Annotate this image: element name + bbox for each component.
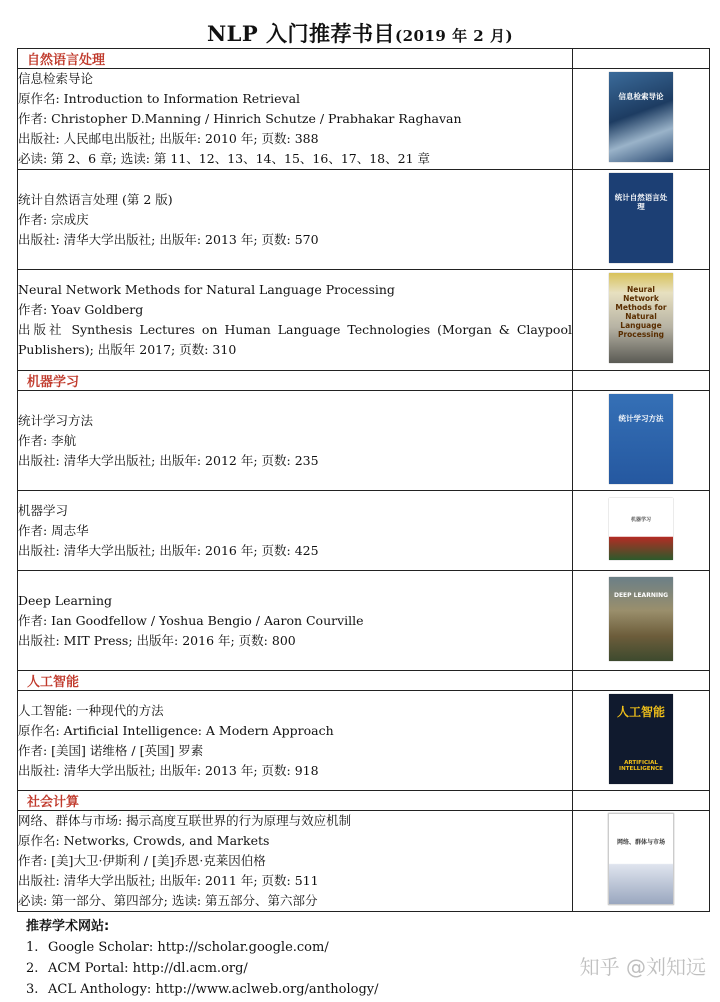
book-info [18, 170, 573, 270]
list-item [26, 937, 378, 958]
section-row-ai [18, 671, 710, 691]
book-info [18, 69, 573, 170]
book-publisher: 出版社: 清华大学出版社; 出版年: 2013 年; 页数: 918 [18, 762, 319, 778]
book-info [18, 491, 573, 571]
book-cover-image [609, 498, 673, 560]
book-row [18, 69, 710, 170]
cover-title: 统计自然语言处理 [614, 192, 668, 211]
book-row [18, 571, 710, 671]
list-number: 3. [26, 982, 39, 997]
book-publisher: 出版社: 清华大学出版社; 出版年: 2016 年; 页数: 425 [18, 542, 319, 558]
cover-title: 人工智能 [616, 704, 665, 719]
book-authors: 作者: 宗成庆 [18, 211, 89, 227]
book-authors: 作者: Ian Goodfellow / Yoshua Bengio / Aaron Courville [18, 612, 364, 628]
book-cover-image [609, 273, 673, 363]
cover-title: Neural Network Methods for Natural Language Processing [615, 285, 667, 339]
book-original-title: 原作名: Networks, Crowds, and Markets [18, 833, 270, 848]
book-authors: 作者: 李航 [18, 432, 77, 448]
book-title: 网络、群体与市场: 揭示高度互联世界的行为原理与效应机制 [18, 813, 352, 828]
list-item [26, 979, 378, 1000]
book-cover-image [609, 72, 673, 162]
watermark: 知乎 @刘知远 [579, 955, 706, 979]
cover-subtitle: ARTIFICIAL INTELLIGENCE [619, 759, 663, 772]
book-info [18, 571, 573, 671]
book-title: 统计学习方法 [18, 412, 94, 428]
sites-heading: 推荐学术网站: [26, 919, 110, 934]
cover-title: DEEP LEARNING [613, 591, 669, 599]
book-title: 信息检索导论 [18, 71, 94, 86]
book-authors: 作者: 周志华 [18, 522, 89, 538]
book-cover-image [609, 173, 673, 263]
site-link[interactable]: ACL Anthology: http://www.aclweb.org/anthology/ [48, 982, 379, 997]
list-number: 2. [26, 961, 39, 976]
book-row [18, 811, 710, 912]
cover-title: 统计学习方法 [618, 413, 664, 423]
book-publisher: 出版社: 清华大学出版社; 出版年: 2011 年; 页数: 511 [18, 873, 319, 888]
book-publisher: 出版社: 人民邮电出版社; 出版年: 2010 年; 页数: 388 [18, 131, 319, 146]
book-title: 统计自然语言处理 (第 2 版) [18, 191, 173, 207]
book-row [18, 491, 710, 571]
site-link[interactable]: ACM Portal: http://dl.acm.org/ [48, 961, 248, 976]
book-authors: 作者: [美]大卫·伊斯利 / [美]乔恩·克莱因伯格 [18, 853, 266, 868]
book-authors: 作者: [美国] 诺维格 / [英国] 罗素 [18, 742, 204, 758]
book-cover-image [609, 694, 673, 784]
book-reading: 必读: 第 2、6 章; 选读: 第 11、12、13、14、15、16、17、18、21 章 [18, 151, 431, 166]
book-publisher: 出版社: MIT Press; 出版年: 2016 年; 页数: 800 [18, 632, 296, 648]
book-original-title: 原作名: Artificial Intelligence: A Modern Approach [18, 722, 334, 738]
section-row-social [18, 791, 710, 811]
section-heading: 自然语言处理 [18, 49, 573, 69]
cover-title: 机器学习 [630, 516, 651, 523]
book-original-title: 原作名: Introduction to Information Retrieval [18, 91, 301, 106]
cover-title: 网络、群体与市场 [616, 839, 665, 846]
book-title: Neural Network Methods for Natural Language Processing [18, 282, 395, 297]
book-title: 机器学习 [18, 502, 69, 518]
section-heading: 人工智能 [18, 671, 573, 691]
site-link[interactable]: Google Scholar: http://scholar.google.com/ [48, 940, 329, 955]
book-cover-image [609, 394, 673, 484]
title-date: (2019 年 2 月) [395, 27, 514, 45]
section-heading: 社会计算 [18, 791, 573, 811]
book-authors: 作者: Christopher D.Manning / Hinrich Schutze / Prabhakar Raghavan [18, 111, 462, 126]
section-row-nlp [18, 49, 710, 69]
book-info [18, 811, 573, 912]
book-publisher: 出版社: 清华大学出版社; 出版年: 2012 年; 页数: 235 [18, 452, 319, 468]
title-main: NLP 入门推荐书目 [206, 21, 395, 46]
book-publisher: 出版社: 清华大学出版社; 出版年: 2013 年; 页数: 570 [18, 231, 319, 247]
book-cover-image [609, 577, 673, 661]
book-row [18, 691, 710, 791]
cover-title: 信息检索导论 [618, 92, 664, 101]
book-reading: 必读: 第一部分、第四部分; 选读: 第五部分、第六部分 [18, 893, 318, 908]
book-title: 人工智能: 一种现代的方法 [18, 702, 164, 718]
book-table [17, 48, 710, 912]
sites-list [26, 937, 378, 1000]
academic-sites [26, 916, 378, 1000]
book-row [18, 270, 710, 371]
list-item [26, 958, 378, 979]
section-row-ml [18, 371, 710, 391]
section-heading: 机器学习 [18, 371, 573, 391]
book-cover-image [608, 813, 674, 905]
book-info [18, 691, 573, 791]
book-row [18, 391, 710, 491]
book-title: Deep Learning [18, 592, 113, 608]
book-info [18, 270, 573, 371]
page-title [0, 18, 720, 48]
book-publisher: 出版社 Synthesis Lectures on Human Language Technologies (Morgan & Claypool Publishers); 出版年 2017; 页数: 310 [18, 322, 572, 357]
list-number: 1. [26, 940, 39, 955]
book-authors: 作者: Yoav Goldberg [18, 302, 144, 317]
book-row [18, 170, 710, 270]
book-info [18, 391, 573, 491]
